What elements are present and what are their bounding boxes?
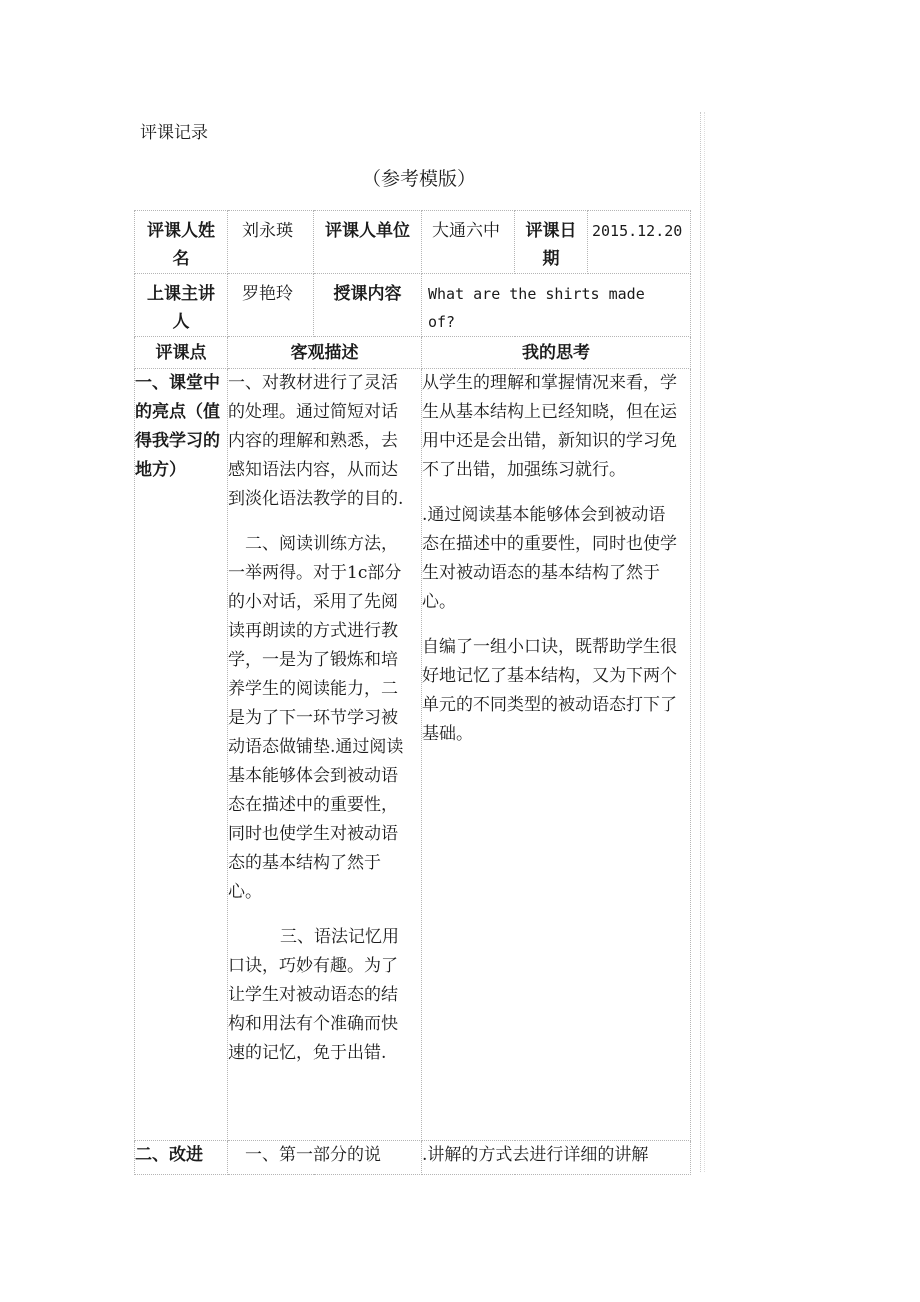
page-edge-line-outer bbox=[704, 112, 705, 1172]
lesson-content: What are the shirts made of? bbox=[422, 274, 691, 337]
reviewer-unit-label: 评课人单位 bbox=[314, 211, 422, 274]
review-date-label: 评课日期 bbox=[515, 211, 588, 274]
document-title: 评课记录 bbox=[140, 123, 208, 143]
lecturer-name: 罗艳玲 bbox=[228, 274, 314, 337]
column-header-description: 客观描述 bbox=[228, 337, 422, 369]
highlights-reflection-cell bbox=[422, 369, 691, 1141]
highlights-row bbox=[135, 369, 691, 1141]
improvement-reflection: .讲解的方式去进行详细的讲解 bbox=[422, 1145, 649, 1165]
improvement-description-cell bbox=[228, 1141, 422, 1175]
column-header-row bbox=[135, 337, 691, 369]
reviewer-name-label: 评课人姓名 bbox=[135, 211, 228, 274]
review-date: 2015.12.20 bbox=[588, 211, 691, 274]
description-paragraph-3: 三、语法记忆用口诀，巧妙有趣。为了让学生对被动语态的结构和用法有个准确而快速的记忆，免于出错. bbox=[228, 927, 399, 1063]
column-header-reflection: 我的思考 bbox=[422, 337, 691, 369]
lecturer-row bbox=[135, 274, 691, 337]
description-paragraph-1: 一、对教材进行了灵活的处理。通过简短对话内容的理解和熟悉，去感知语法内容，从而达到淡化语法教学的目的. bbox=[228, 373, 404, 509]
improvement-reflection-cell bbox=[422, 1141, 691, 1175]
document-subtitle: （参考模版） bbox=[362, 168, 477, 190]
lesson-content-label: 授课内容 bbox=[314, 274, 422, 337]
lecturer-label: 上课主讲人 bbox=[135, 274, 228, 337]
highlights-description-cell bbox=[228, 369, 422, 1141]
reviewer-unit: 大通六中 bbox=[422, 211, 515, 274]
reviewer-row bbox=[135, 211, 691, 274]
column-header-point: 评课点 bbox=[135, 337, 228, 369]
reflection-paragraph-3: 自编了一组小口诀，既帮助学生很好地记忆了基本结构，又为下两个单元的不同类型的被动语态打下了基础。 bbox=[422, 637, 677, 744]
improvement-label: 二、改进 bbox=[135, 1141, 228, 1175]
reflection-paragraph-2: .通过阅读基本能够体会到被动语态在描述中的重要性，同时也使学生对被动语态的基本结构了然于心。 bbox=[422, 505, 677, 612]
improvement-row bbox=[135, 1141, 691, 1175]
page-edge-line bbox=[700, 112, 701, 1172]
highlights-label: 一、课堂中的亮点（值得我学习的地方） bbox=[135, 369, 228, 1141]
improvement-description: 一、第一部分的说 bbox=[245, 1145, 381, 1165]
evaluation-table bbox=[134, 210, 691, 1175]
description-paragraph-2: 二、阅读训练方法，一举两得。对于1c部分的小对话，采用了先阅读再朗读的方式进行教学，一是为了锻炼和培养学生的阅读能力，二是为了下一环节学习被动语态做铺垫.通过阅读基本能够体会到被动语态在描述中的重要性，同时也使学生对被动语态的基本结构了然于心。 bbox=[228, 534, 404, 902]
reviewer-name: 刘永瑛 bbox=[228, 211, 314, 274]
reflection-paragraph-1: 从学生的理解和掌握情况来看，学生从基本结构上已经知晓，但在运用中还是会出错，新知识的学习免不了出错，加强练习就行。 bbox=[422, 373, 677, 480]
